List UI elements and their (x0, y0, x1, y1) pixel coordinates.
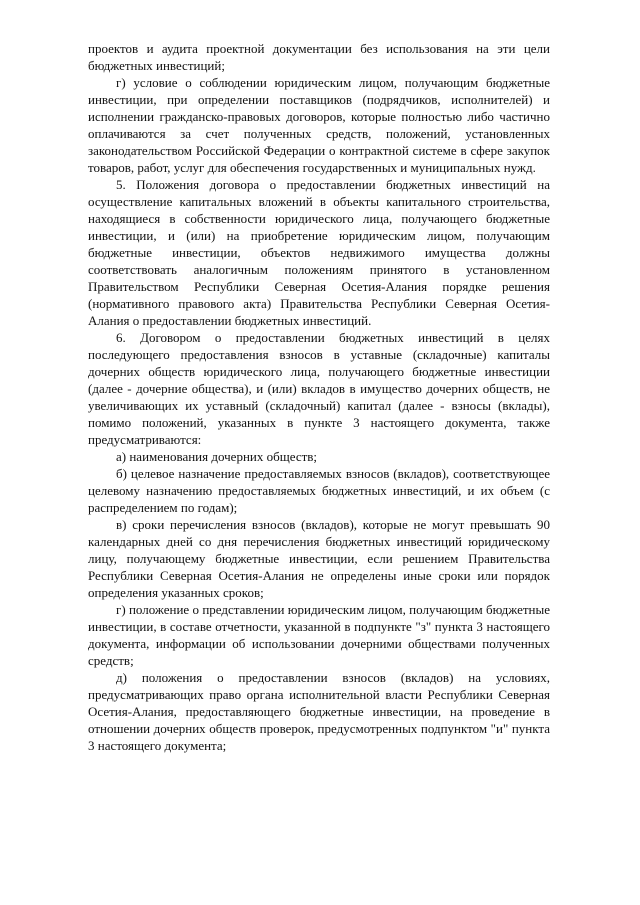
paragraph-continuation: проектов и аудита проектной документации без использования на эти цели бюджетных инвестиций; (88, 41, 550, 73)
paragraph-subitem-v: в) сроки перечисления взносов (вкладов), которые не могут превышать 90 календарных дней со дня перечисления бюджетных инвестиций юридическому лицу, получающему бюджетные инвестиции, если решением Правительства Республики Северная Осетия-Алания не определены иные сроки или порядок определения указанных сроков; (88, 517, 550, 600)
paragraph-item-6: 6. Договором о предоставлении бюджетных инвестиций в целях последующего предоставления взносов в уставные (складочные) капиталы дочерних обществ юридического лица, получающего бюджетные инвестиции (далее - дочерние общества), и (или) вкладов в имущество дочерних обществ, не увеличивающих их уставный (складочный) капитал (далее - взносы (вклады), помимо положений, указанных в пункте 3 настоящего документа, также предусматриваются: (88, 330, 550, 447)
paragraph-subitem-g-reporting: г) положение о представлении юридическим лицом, получающим бюджетные инвестиции, в составе отчетности, указанной в подпункте "з" пункта 3 настоящего документа, информации об использовании дочерними обществами полученных средств; (88, 602, 550, 668)
paragraph-item-5: 5. Положения договора о предоставлении бюджетных инвестиций на осуществление капитальных вложений в объекты капитального строительства, находящиеся в собственности юридического лица, получающего бюджетные инвестиции, и (или) на приобретение юридическим лицом, получающим бюджетные инвестиции, объектов недвижимого имущества должны соответствовать аналогичным положениям принятого в установленном Правительством Республики Северная Осетия-Алания порядке решения (нормативного правового акта) Правительства Республики Северная Осетия-Алания о предоставлении бюджетных инвестиций. (88, 177, 550, 328)
paragraph-subitem-a: а) наименования дочерних обществ; (116, 449, 318, 464)
paragraph-subitem-b: б) целевое назначение предоставляемых взносов (вкладов), соответствующее целевому назначению предоставляемых бюджетных инвестиций, и их объем (с распределением по годам); (88, 466, 550, 515)
document-body (88, 40, 550, 754)
paragraph-subitem-g-procurement: г) условие о соблюдении юридическим лицом, получающим бюджетные инвестиции, при определении поставщиков (подрядчиков, исполнителей) и исполнении гражданско-правовых договоров, которые полностью либо частично оплачиваются за счет полученных средств, положений, установленных законодательством Российской Федерации о контрактной системе в сфере закупок товаров, работ, услуг для обеспечения государственных и муниципальных нужд. (88, 75, 550, 175)
paragraph-subitem-d: д) положения о предоставлении взносов (вкладов) на условиях, предусматривающих право органа исполнительной власти Республики Северная Осетия-Алания, предоставляющего бюджетные инвестиции, на проведение в отношении дочерних обществ проверок, предусмотренных подпунктом "и" пункта 3 настоящего документа; (88, 670, 550, 753)
